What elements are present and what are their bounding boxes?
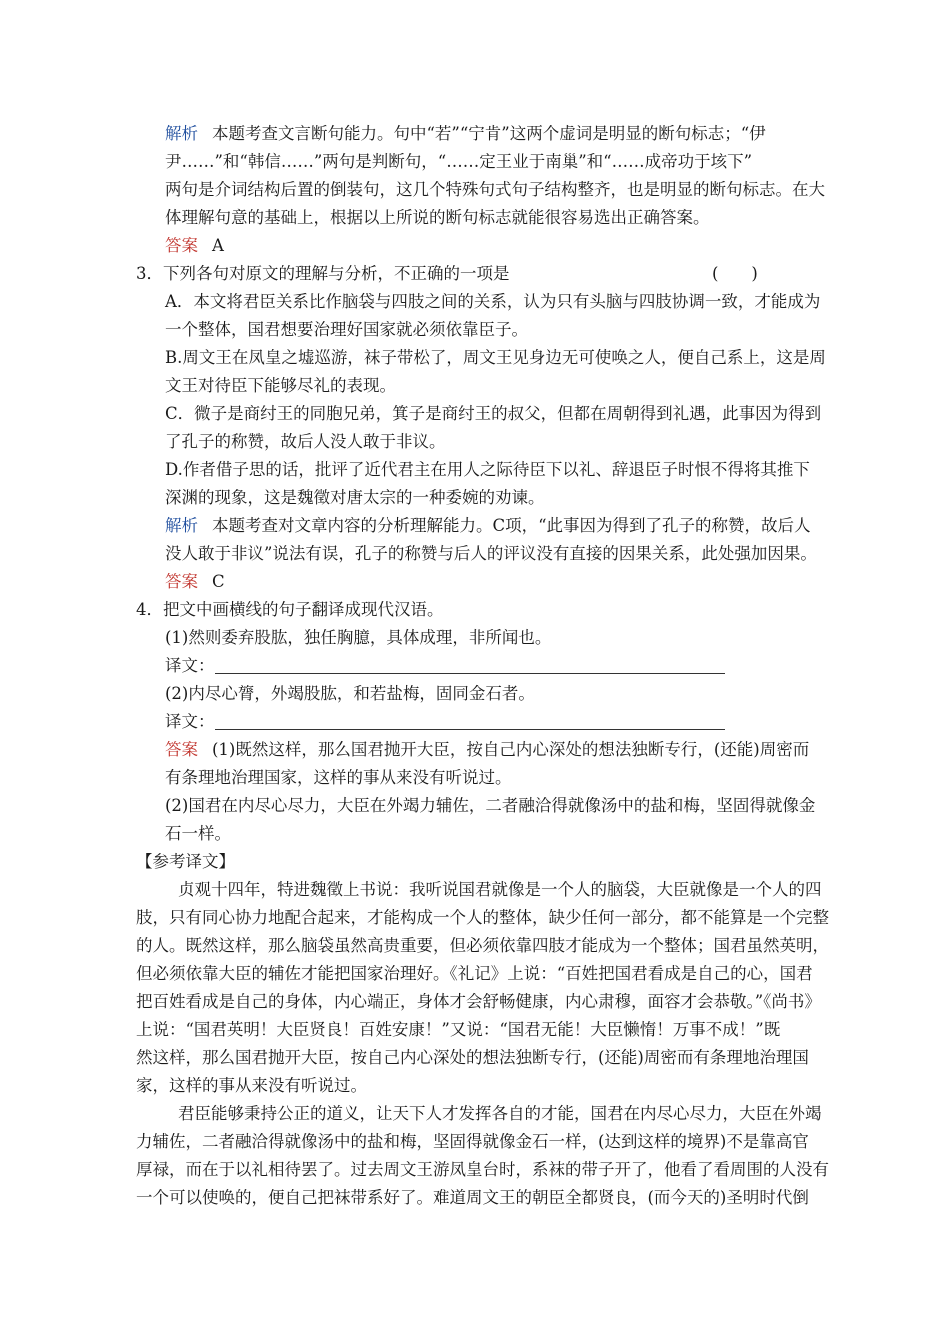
q3-option-d-line-1: D.作者借子思的话，批评了近代君主在用人之际待臣下以礼、辞退臣子时恨不得将其推下 <box>165 460 810 479</box>
q4-translation-1: 译文： <box>165 654 725 678</box>
q3-option-b-line-1: B.周文王在凤皇之墟巡游，袜子带松了，周文王见身边无可使唤之人，便自己系上，这是周 <box>165 348 826 367</box>
q2-answer-label: 答案 <box>165 236 198 255</box>
reference-para2-line-2: 力辅佐，二者融洽得就像汤中的盐和梅，坚固得就像金石一样，(达到这样的境界)不是靠高官 <box>136 1132 809 1151</box>
q4-stem: 4．把文中画横线的句子翻译成现代汉语。 <box>136 600 444 619</box>
q3-option-b-line-2: 文王对待臣下能够尽礼的表现。 <box>165 376 396 395</box>
q3-answer <box>165 570 225 594</box>
q3-answer-paren: ( ) <box>712 264 758 283</box>
q2-analysis-line-4: 体理解句意的基础上，根据以上所说的断句标志就能很容易选出正确答案。 <box>165 208 710 227</box>
q2-analysis-line-2: 尹……”和“韩信……”两句是判断句，“……定王业于南巢”和“……成帝功于垓下” <box>165 152 753 171</box>
q4-answer-line-3: (2)国君在内尽心尽力，大臣在外竭力辅佐，二者融洽得就像汤中的盐和梅，坚固得就像金 <box>165 796 816 815</box>
q4-sentence-1: (1)然则委弃股肱，独任胸臆，具体成理，非所闻也。 <box>165 628 552 647</box>
reference-para1-line-2: 肢，只有同心协力地配合起来，才能构成一个人的整体，缺少任何一部分，都不能算是一个完整 <box>136 908 829 927</box>
q3-option-d-line-2: 深渊的现象，这是魏徵对唐太宗的一种委婉的劝谏。 <box>165 488 545 507</box>
q3-analysis-label: 解析 <box>165 516 198 535</box>
reference-para2-line-1: 君臣能够秉持公正的道义，让天下人才发挥各自的才能，国君在内尽心尽力，大臣在外竭 <box>178 1104 822 1123</box>
q4-answer-line-2: 有条理地治理国家，这样的事从来没有听说过。 <box>165 768 512 787</box>
q4-sentence-2: (2)内尽心膂，外竭股肱，和若盐梅，固同金石者。 <box>165 684 535 703</box>
q3-answer-value: C <box>212 572 225 591</box>
q3-stem: 3．下列各句对原文的理解与分析，不正确的一项是 <box>136 264 510 283</box>
q2-analysis-line-3: 两句是介词结构后置的倒装句，这几个特殊句式句子结构整齐，也是明显的断句标志。在大 <box>165 180 825 199</box>
translation-blank-2[interactable] <box>215 713 725 730</box>
reference-para2-line-3: 厚禄，而在于以礼相待罢了。过去周文王游凤皇台时，系袜的带子开了，他看了看周围的人没有 <box>136 1160 829 1179</box>
q4-answer-line-4: 石一样。 <box>165 824 231 843</box>
q4-answer-line-1: 答案 (1)既然这样，那么国君抛开大臣，按自己内心深处的想法独断专行，(还能)周密而 <box>165 740 810 759</box>
q2-analysis-line-1: 解析 本题考查文言断句能力。句中“若”“宁肯”这两个虚词是明显的断句标志；“伊 <box>165 124 766 143</box>
reference-para1-line-3: 的人。既然这样，那么脑袋虽然高贵重要，但必须依靠四肢才能成为一个整体；国君虽然英明， <box>136 936 829 955</box>
q3-analysis-line-2: 没人敢于非议”说法有误，孔子的称赞与后人的评议没有直接的因果关系，此处强加因果。 <box>165 544 817 563</box>
reference-para1-line-7: 然这样，那么国君抛开大臣，按自己内心深处的想法独断专行，(还能)周密而有条理地治理国 <box>136 1048 809 1067</box>
reference-para1-line-1: 贞观十四年，特进魏徵上书说：我听说国君就像是一个人的脑袋，大臣就像是一个人的四 <box>178 880 822 899</box>
translation-blank-1[interactable] <box>215 657 725 674</box>
reference-heading: 【参考译文】 <box>136 852 235 871</box>
reference-para1-line-8: 家，这样的事从来没有听说过。 <box>136 1076 367 1095</box>
q3-option-c-line-1: C．微子是商纣王的同胞兄弟，箕子是商纣王的叔父，但都在周朝得到礼遇，此事因为得到 <box>165 404 822 423</box>
reference-para2-line-4: 一个可以使唤的，便自己把袜带系好了。难道周文王的朝臣全都贤良，(而今天的)圣明时代倒 <box>136 1188 809 1207</box>
q3-option-c-line-2: 了孔子的称赞，故后人没人敢于非议。 <box>165 432 446 451</box>
q4-answer-label: 答案 <box>165 740 198 759</box>
q2-answer <box>165 234 224 258</box>
q2-analysis-label: 解析 <box>165 124 198 143</box>
reference-para1-line-6: 上说：“国君英明！大臣贤良！百姓安康！”又说：“国君无能！大臣懒惰！万事不成！”既 <box>136 1020 781 1039</box>
q3-answer-label: 答案 <box>165 572 198 591</box>
q2-answer-value: A <box>212 236 224 255</box>
reference-para1-line-5: 把百姓看成是自己的身体，内心端正，身体才会舒畅健康，内心肃穆，面容才会恭敬。”《尚书》 <box>136 992 821 1011</box>
q3-option-a-line-2: 一个整体，国君想要治理好国家就必须依靠臣子。 <box>165 320 528 339</box>
reference-para1-line-4: 但必须依靠大臣的辅佐才能把国家治理好。《礼记》上说：“百姓把国君看成是自己的心，国君 <box>136 964 813 983</box>
q3-analysis-line-1: 解析 本题考查对文章内容的分析理解能力。C项，“此事因为得到了孔子的称赞，故后人 <box>165 516 811 535</box>
q3-option-a-line-1: A．本文将君臣关系比作脑袋与四肢之间的关系，认为只有头脑与四肢协调一致，才能成为 <box>165 292 821 311</box>
q4-translation-2: 译文： <box>165 710 725 734</box>
